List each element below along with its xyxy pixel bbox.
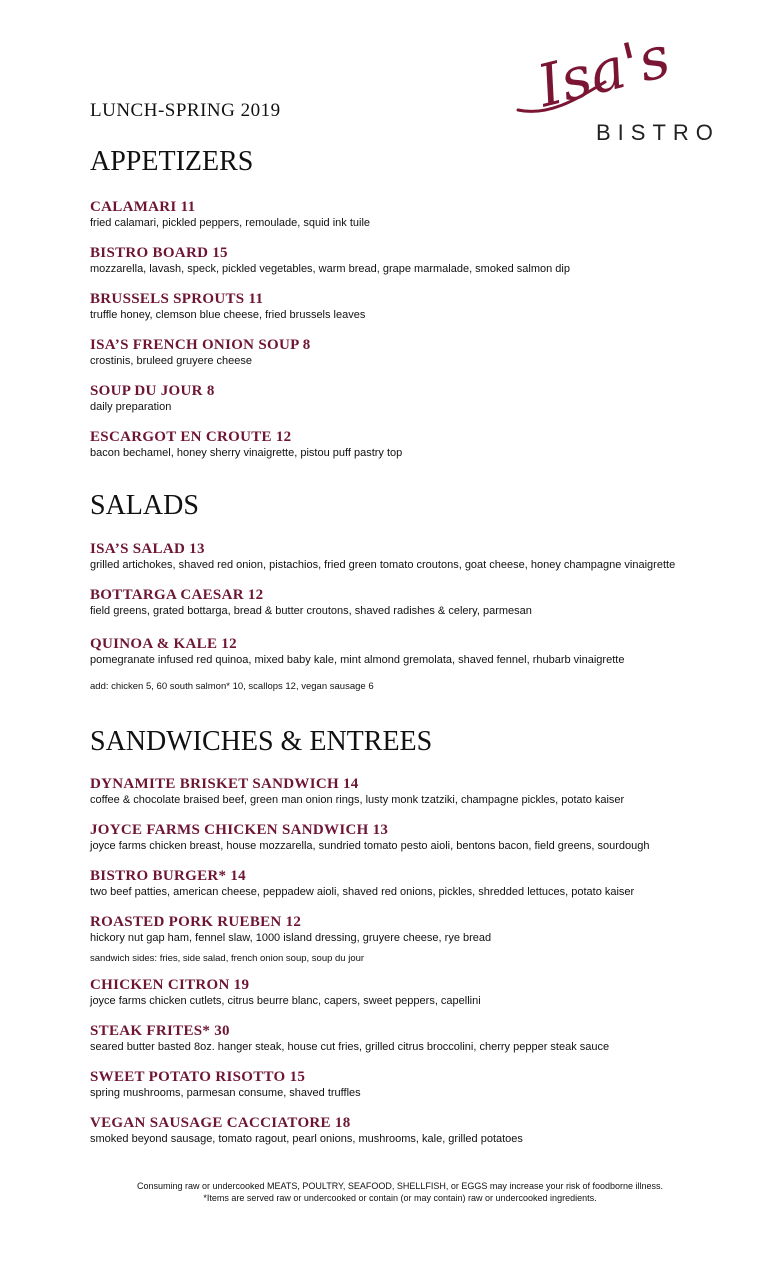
menu-item <box>90 1068 730 1100</box>
item-name: JOYCE FARMS CHICKEN SANDWICH 13 <box>90 822 389 838</box>
logo-script-text: Isa's <box>530 22 677 121</box>
item-name: DYNAMITE BRISKET SANDWICH 14 <box>90 776 359 792</box>
section-heading-appetizers: APPETIZERS <box>90 146 254 177</box>
item-description: hickory nut gap ham, fennel slaw, 1000 island dressing, gruyere cheese, rye bread <box>90 932 492 944</box>
menu-item <box>90 540 730 572</box>
menu-item <box>90 336 730 368</box>
section-heading-salads: SALADS <box>90 490 199 521</box>
disclaimer-line-2: *Items are served raw or undercooked or contain (or may contain) raw or undercooked ingredients. <box>203 1193 597 1203</box>
menu-item <box>90 382 730 414</box>
appetizers-section <box>90 146 730 460</box>
item-description: joyce farms chicken cutlets, citrus beurre blanc, capers, sweet peppers, capellini <box>90 995 481 1007</box>
bistro-logo-mark <box>510 22 720 152</box>
item-name: SOUP DU JOUR 8 <box>90 383 215 399</box>
bistro-logo <box>510 22 720 152</box>
menu-item <box>90 635 730 667</box>
item-name: QUINOA & KALE 12 <box>90 636 237 652</box>
item-name: STEAK FRITES* 30 <box>90 1023 230 1039</box>
item-name: SWEET POTATO RISOTTO 15 <box>90 1069 306 1085</box>
item-name: BISTRO BOARD 15 <box>90 245 228 261</box>
item-name: ISA’S FRENCH ONION SOUP 8 <box>90 337 311 353</box>
menu-item <box>90 867 730 899</box>
salads-section <box>90 490 730 692</box>
item-name: BISTRO BURGER* 14 <box>90 868 246 884</box>
sandwich-sides-note: sandwich sides: fries, side salad, french onion soup, soup du jour <box>90 953 365 964</box>
menu-item <box>90 586 730 618</box>
item-description: joyce farms chicken breast, house mozzarella, sundried tomato pesto aioli, bentons bacon, field greens, sourdough <box>90 840 650 852</box>
menu-item <box>90 913 730 945</box>
item-name: BOTTARGA CAESAR 12 <box>90 587 264 603</box>
item-name: ISA’S SALAD 13 <box>90 541 205 557</box>
item-description: truffle honey, clemson blue cheese, fried brussels leaves <box>90 309 366 321</box>
menu-item <box>90 775 730 807</box>
menu-title: LUNCH-SPRING 2019 <box>90 100 281 121</box>
item-name: CHICKEN CITRON 19 <box>90 977 250 993</box>
menu-item <box>90 198 730 230</box>
add-ons-note: add: chicken 5, 60 south salmon* 10, scallops 12, vegan sausage 6 <box>90 681 374 692</box>
item-description: two beef patties, american cheese, peppadew aioli, shaved red onions, pickles, shredded lettuces, potato kaiser <box>90 886 635 898</box>
section-heading-sandwiches: SANDWICHES & ENTREES <box>90 726 433 757</box>
item-description: spring mushrooms, parmesan consume, shaved truffles <box>90 1087 361 1099</box>
item-name: CALAMARI 11 <box>90 199 196 215</box>
item-description: bacon bechamel, honey sherry vinaigrette, pistou puff pastry top <box>90 447 403 459</box>
item-name: ESCARGOT EN CROUTE 12 <box>90 429 292 445</box>
sandwiches-entrees-section <box>90 726 730 1146</box>
item-description: pomegranate infused red quinoa, mixed baby kale, mint almond gremolata, shaved fennel, rhubarb vinaigrette <box>90 654 625 666</box>
item-description: field greens, grated bottarga, bread & butter croutons, shaved radishes & celery, parmesan <box>90 605 532 617</box>
menu-item <box>90 244 730 276</box>
item-description: smoked beyond sausage, tomato ragout, pearl onions, mushrooms, kale, grilled potatoes <box>90 1133 523 1145</box>
item-description: daily preparation <box>90 401 172 413</box>
item-name: ROASTED PORK RUEBEN 12 <box>90 914 302 930</box>
item-name: VEGAN SAUSAGE CACCIATORE 18 <box>90 1115 351 1131</box>
menu-item <box>90 290 730 322</box>
item-description: seared butter basted 8oz. hanger steak, house cut fries, grilled citrus broccolini, cherry pepper steak sauce <box>90 1041 610 1053</box>
item-description: fried calamari, pickled peppers, remoulade, squid ink tuile <box>90 217 371 229</box>
item-description: coffee & chocolate braised beef, green man onion rings, lusty monk tzatziki, champagne pickles, potato kaiser <box>90 794 625 806</box>
logo-subtitle: BISTRO <box>596 120 720 145</box>
item-description: mozzarella, lavash, speck, pickled vegetables, warm bread, grape marmalade, smoked salmon dip <box>90 263 570 275</box>
menu-item <box>90 1114 730 1146</box>
item-name: BRUSSELS SPROUTS 11 <box>90 291 264 307</box>
item-description: grilled artichokes, shaved red onion, pistachios, fried green tomato croutons, goat cheese, honey champagne vinaigrette <box>90 559 676 571</box>
menu-item <box>90 1022 730 1054</box>
menu-item <box>90 821 730 853</box>
disclaimer-line-1: Consuming raw or undercooked MEATS, POULTRY, SEAFOOD, SHELLFISH, or EGGS may increase your risk of foodborne illness. <box>136 1181 664 1191</box>
menu-item <box>90 976 730 1008</box>
menu-item <box>90 428 730 460</box>
allergen-disclaimer <box>130 1180 670 1204</box>
item-description: crostinis, bruleed gruyere cheese <box>90 355 253 367</box>
